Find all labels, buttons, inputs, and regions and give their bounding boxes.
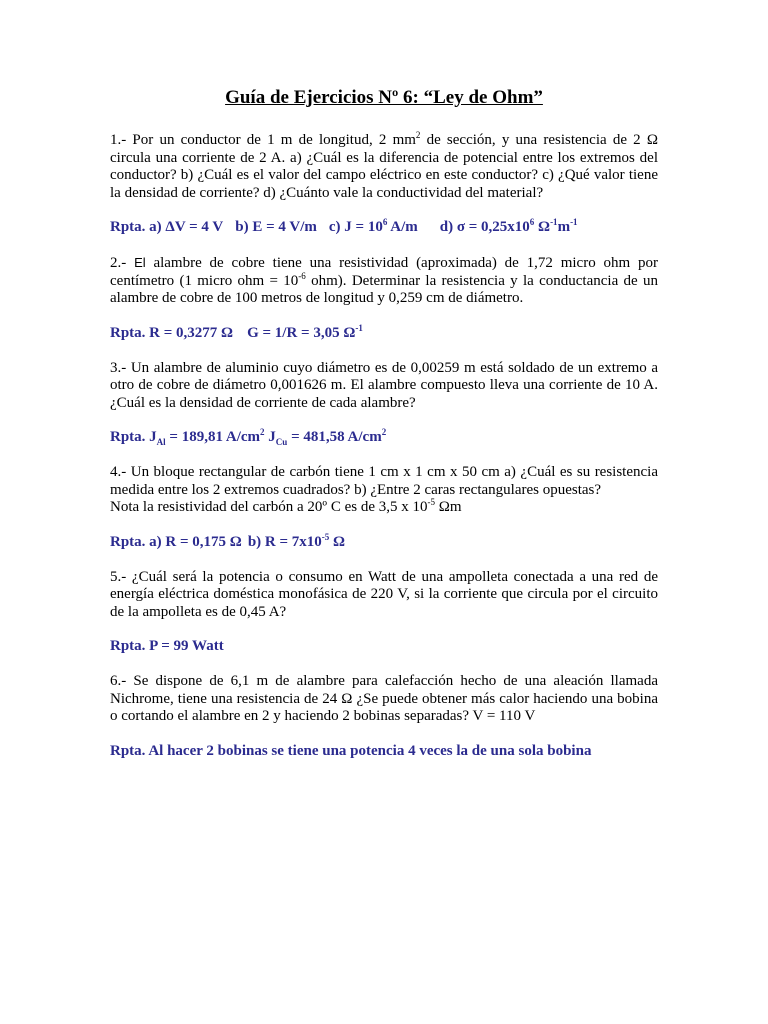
exercise-2-answer	[110, 324, 658, 342]
exercise-4-answer	[110, 533, 658, 551]
answer-1d-part: Ω	[534, 219, 551, 235]
answer-1c	[329, 218, 418, 236]
answer-3a-part: = 189,81 A/cm	[165, 429, 261, 445]
exercise-2-number: 2.-	[110, 255, 135, 271]
document-page	[110, 86, 658, 778]
answer-3b-part: J	[264, 429, 276, 445]
answer-1d-part: m	[557, 219, 571, 235]
answer-1d	[440, 219, 578, 235]
exercise-5-text: 5.- ¿Cuál será la potencia o consumo en Watt de una ampolleta conectada a una red de energía eléctrica doméstica monofásica de 220 V, si la corriente que circula por el circuito de la ampolleta es de 0,45 A?	[110, 568, 658, 620]
exercise-4-note-part: Nota la resistividad del carbón a 20º C es de 3,5 x 10	[110, 499, 428, 515]
answer-3b-part: = 481,58 A/cm	[287, 429, 382, 445]
exercise-1-text-part: de sección, y una resistencia de 2 Ω circula una corriente de 2 A. a) ¿Cuál es la diferencia de potencial entre los extremos del conductor? b) ¿Cuál es el valor del campo eléctrico en este conductor? c) ¿Qué valor tiene la densidad de corriente? d) ¿Cuánto vale la conductividad del material?	[110, 132, 658, 201]
page-title: Guía de Ejercicios Nº 6: “Ley de Ohm”	[225, 87, 543, 108]
answer-1d-superscript: -1	[550, 217, 558, 227]
exercise-2-text-part: alambre de cobre tiene una resistividad (aproximada) de 1,72 micro ohm por centímetro (1 micro ohm = 10	[110, 255, 658, 289]
answer-1a: Rpta. a) ΔV = 4 V	[110, 219, 224, 235]
exercise-4-note	[110, 499, 658, 517]
answer-3a-subscript: Al	[156, 437, 166, 447]
answer-1c-superscript: 6	[382, 217, 388, 227]
exercise-2-text-part: ohm). Determinar la resistencia y la conductancia de un alambre de cobre de 100 metros de longitud y 0,259 cm de diámetro.	[110, 272, 659, 306]
answer-2a: Rpta. R = 0,3277 Ω	[110, 324, 234, 341]
answer-1c-part: c) J = 10	[328, 219, 383, 235]
exercise-1-text	[110, 132, 658, 202]
exercise-4-text: 4.- Un bloque rectangular de carbón tiene 1 cm x 1 cm x 50 cm a) ¿Cuál es su resistencia medida entre los 2 extremos cuadrados? b) ¿Entre 2 caras rectangulares opuestas?	[110, 464, 658, 498]
exercise-1-text-part: 1.- Por un conductor de 1 m de longitud, 2 mm	[110, 132, 416, 148]
answer-2b	[247, 322, 363, 341]
answer-3a-superscript: 2	[260, 427, 265, 437]
exercise-3-text: 3.- Un alambre de aluminio cuyo diámetro es de 0,00259 m está soldado de un extremo a otro de cobre de diámetro 0,001626 m. El alambre compuesto lleva una corriente de 10 A. ¿Cuál es la densidad de corriente de cada alambre?	[110, 359, 658, 411]
exercise-2-text	[110, 254, 658, 308]
answer-1d-part: d) σ = 0,25x10	[439, 219, 530, 235]
exercise-5-answer: Rpta. P = 99 Watt	[110, 638, 224, 654]
exercise-4-note-part: Ωm	[435, 499, 462, 515]
answer-3b-superscript: 2	[381, 427, 387, 437]
exercise-1-answer	[110, 218, 658, 236]
answer-1b: b) E = 4 V/m	[235, 219, 317, 235]
answer-1d-superscript: 6	[529, 217, 535, 227]
exercise-2-superscript: -6	[298, 270, 306, 281]
answer-1d-superscript: -1	[570, 217, 578, 227]
answer-4a: Rpta. a) R = 0,175 Ω	[110, 533, 242, 550]
answer-1c-part: A/m	[387, 219, 418, 235]
exercise-6-text: 6.- Se dispone de 6,1 m de alambre para calefacción hecho de una aleación llamada Nichrome, tiene una resistencia de 24 Ω ¿Se puede obtener más calor haciendo una bobina o cortando el alambre en 2 y haciendo 2 bobinas separadas? V = 110 V	[110, 673, 658, 724]
answer-4b-part: b) R = 7x10	[247, 533, 322, 550]
answer-4b-superscript: -5	[321, 531, 330, 542]
answer-2b-superscript: -1	[355, 322, 363, 333]
exercise-2-word: El	[134, 255, 146, 270]
exercise-6-answer: Rpta. Al hacer 2 bobinas se tiene una potencia 4 veces la de una sola bobina	[110, 742, 592, 759]
answer-2b-part: G = 1/R = 3,05 Ω	[247, 324, 356, 341]
exercise-1-superscript: 2	[415, 130, 421, 140]
answer-3a-part: Rpta. J	[110, 429, 157, 445]
exercise-4-note-superscript: -5	[427, 497, 435, 507]
answer-4b-part: Ω	[329, 533, 346, 550]
exercise-3-answer	[110, 428, 658, 446]
answer-3b-subscript: Cu	[275, 437, 288, 447]
answer-4b	[247, 531, 346, 550]
